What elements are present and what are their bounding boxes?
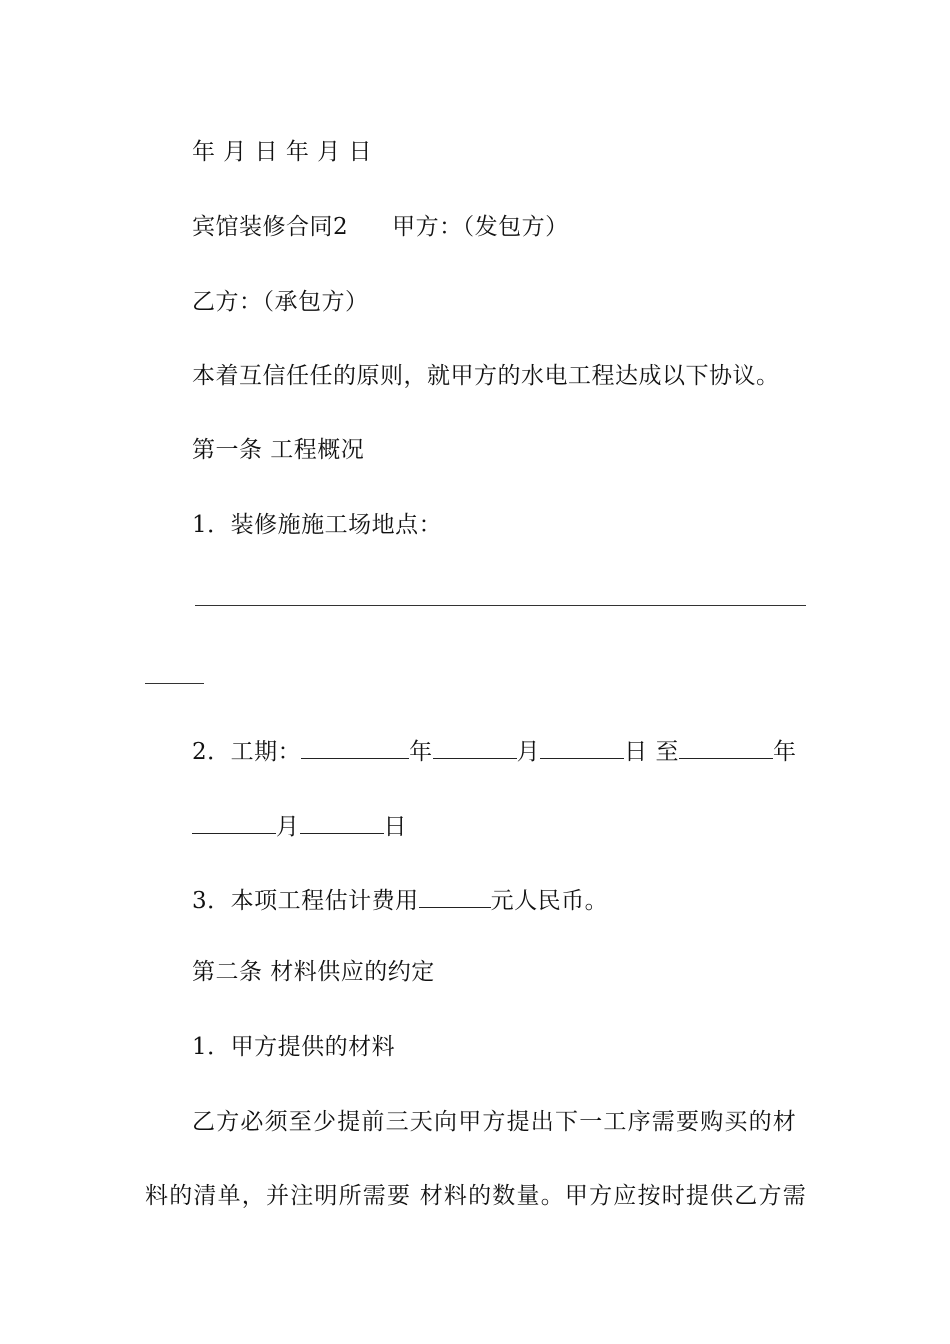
end-year-unit: 年 [772, 739, 797, 765]
item-2-duration-continued [192, 809, 407, 842]
article-1-heading: 第一条 工程概况 [192, 437, 365, 463]
start-year-blank [301, 734, 409, 759]
supply-item-1: 1．甲方提供的材料 [192, 1034, 396, 1060]
item-3-estimated-cost [192, 883, 608, 916]
cost-label: 3．本项工程估计费用 [192, 888, 419, 914]
site-location-blank-line [195, 605, 806, 606]
article-2-heading: 第二条 材料供应的约定 [192, 959, 435, 985]
supply-paragraph-line-1: 乙方必须至少提前三天向甲方提出下一工序需要购买的材 [192, 1109, 797, 1135]
end-month-unit: 月 [276, 814, 300, 840]
end-day-unit: 日 [383, 814, 407, 840]
start-day-blank [540, 734, 624, 759]
cost-unit: 元人民币。 [490, 888, 609, 914]
party-a-label: 甲方：（发包方） [392, 214, 569, 240]
cost-amount-blank [419, 883, 491, 908]
intro-paragraph: 本着互信任任的原则，就甲方的水电工程达成以下协议。 [192, 363, 780, 389]
start-year-unit: 年 [409, 739, 433, 765]
start-day-unit: 日 至 [624, 739, 679, 765]
duration-label: 2．工期： [192, 739, 302, 765]
contract-heading-line [192, 212, 569, 242]
end-day-blank [300, 809, 384, 834]
item-2-duration [192, 734, 796, 767]
item-1-site-location: 1．装修施施工场地点： [192, 512, 443, 538]
start-month-blank [433, 734, 517, 759]
supply-paragraph-line-2: 料的清单，并注明所需要 材料的数量。甲方应按时提供乙方需 [145, 1183, 807, 1209]
end-month-blank [192, 809, 276, 834]
end-year-blank [679, 734, 773, 759]
date-line: 年 月 日 年 月 日 [192, 139, 373, 165]
start-month-unit: 月 [516, 739, 541, 765]
contract-title: 宾馆装修合同2 [192, 214, 349, 240]
site-location-blank-line-continued [145, 683, 204, 684]
party-b-label: 乙方：（承包方） [192, 289, 369, 315]
